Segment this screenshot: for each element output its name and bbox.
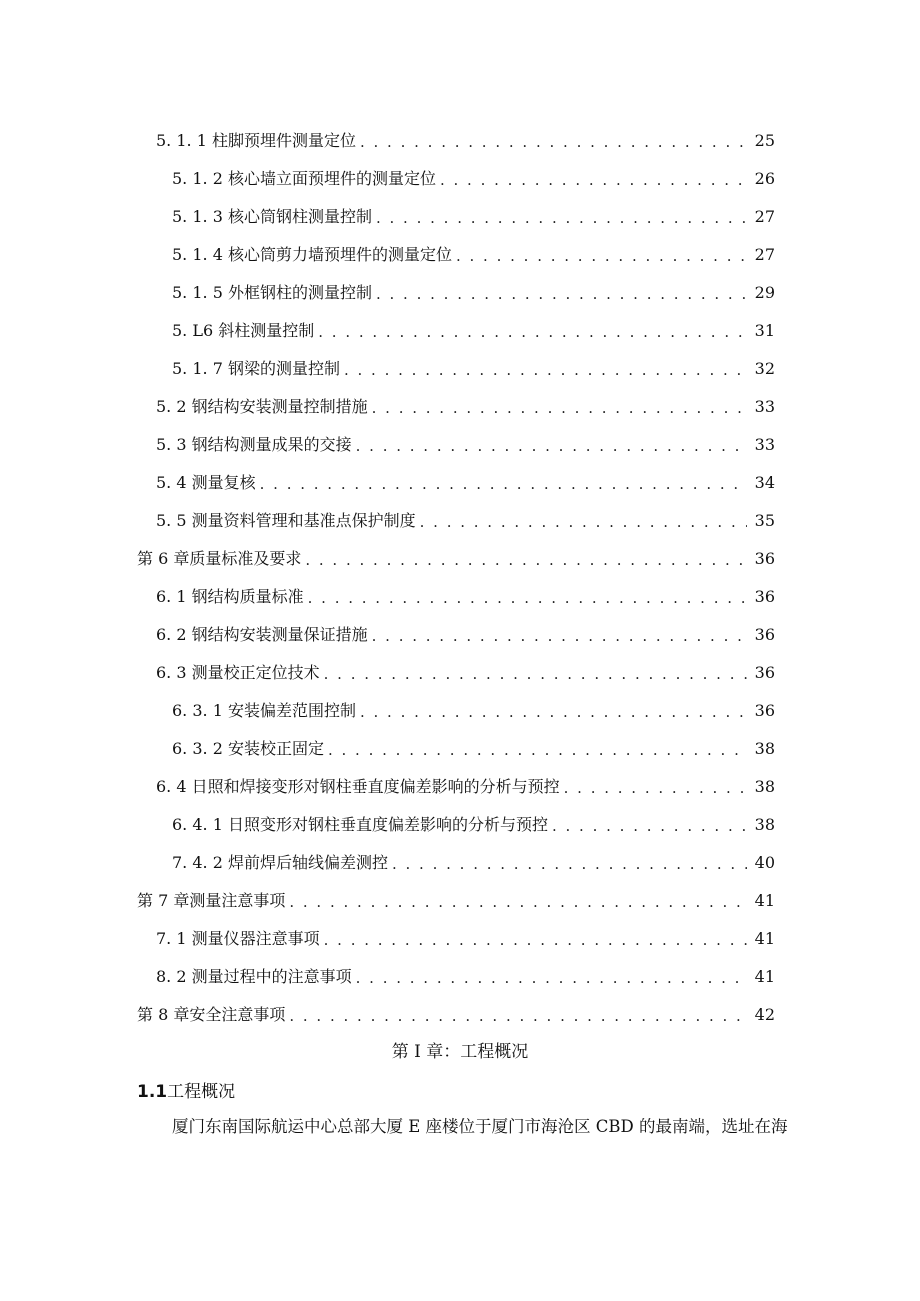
toc-entry-label: 6. 2 钢结构安装测量保证措施 [156,625,368,644]
toc-leader-dots [420,511,747,531]
toc-leader-dots [289,891,747,911]
toc-entry-label: 6. 4. 1 日照变形对钢柱垂直度偏差影响的分析与预控 [172,815,548,834]
toc-leader-dots [305,549,747,569]
toc-page-number: 34 [754,473,775,492]
toc-entry-label: 5. 1. 1 柱脚预埋件测量定位 [156,131,356,150]
toc-entry-label: 5. 1. 7 钢梁的测量控制 [172,359,340,378]
toc-leader-dots [308,587,747,607]
toc-page-number: 40 [754,853,775,872]
toc-entry-label: 5. L6 斜柱测量控制 [172,321,315,340]
toc-leader-dots [356,435,747,455]
toc-page-number: 38 [754,777,775,796]
toc-entry[interactable] [0,844,920,882]
toc-page-number: 36 [754,549,775,568]
toc-leader-dots [564,777,747,797]
toc-leader-dots [376,283,747,303]
toc-leader-dots [328,739,747,759]
toc-entry[interactable] [0,768,920,806]
body-paragraph: 厦门东南国际航运中心总部大厦 E 座楼位于厦门市海沧区 CBD 的最南端，选址在海 [172,1117,788,1136]
toc-leader-dots [552,815,747,835]
toc-entry-label: 6. 3. 1 安装偏差范围控制 [172,701,356,720]
toc-entry-label: 5. 5 测量资料管理和基准点保护制度 [156,511,416,530]
toc-page-number: 41 [754,929,775,948]
toc-entry[interactable] [0,578,920,616]
toc-leader-dots [456,245,747,265]
toc-entry-label: 5. 1. 5 外框钢柱的测量控制 [172,283,372,302]
toc-entry-label: 5. 4 测量复核 [156,473,256,492]
toc-entry[interactable] [0,882,920,920]
toc-leader-dots [360,131,747,151]
toc-leader-dots [440,169,747,189]
toc-entry-label: 6. 3 测量校正定位技术 [156,663,320,682]
toc-page-number: 31 [754,321,775,340]
toc-entry-label: 8. 2 测量过程中的注意事项 [156,967,352,986]
toc-page-number: 33 [754,435,775,454]
toc-entry-label: 6. 1 钢结构质量标准 [156,587,304,606]
toc-entry-label: 5. 1. 3 核心筒钢柱测量控制 [172,207,372,226]
section-title: 工程概况 [167,1082,236,1102]
toc-leader-dots [260,473,747,493]
toc-entry[interactable] [0,540,920,578]
toc-page-number: 41 [754,891,775,910]
chapter-heading: 第 I 章：工程概况 [391,1042,529,1062]
toc-leader-dots [356,967,747,987]
toc-entry-label: 6. 4 日照和焊接变形对钢柱垂直度偏差影响的分析与预控 [156,777,560,796]
toc-leader-dots [372,625,747,645]
toc-leader-dots [324,929,747,949]
toc-entry[interactable] [0,160,920,198]
toc-entry[interactable] [0,616,920,654]
toc-page-number: 27 [754,245,775,264]
toc-page-number: 42 [754,1005,775,1024]
toc-entry[interactable] [0,236,920,274]
toc-entry[interactable] [0,464,920,502]
toc-leader-dots [289,1005,747,1025]
toc-entry[interactable] [0,996,920,1034]
table-of-contents [0,122,920,1034]
toc-page-number: 27 [754,207,775,226]
toc-page-number: 35 [754,511,775,530]
toc-leader-dots [318,321,747,341]
toc-entry[interactable] [0,312,920,350]
toc-entry[interactable] [0,350,920,388]
toc-page-number: 32 [754,359,775,378]
toc-entry[interactable] [0,198,920,236]
toc-page-number: 29 [754,283,775,302]
toc-entry[interactable] [0,502,920,540]
toc-entry[interactable] [0,958,920,996]
toc-page-number: 36 [754,587,775,606]
toc-leader-dots [376,207,747,227]
toc-page-number: 36 [754,663,775,682]
toc-entry-label: 第 6 章质量标准及要求 [137,549,302,568]
toc-page-number: 41 [754,967,775,986]
toc-entry-label: 第 8 章安全注意事项 [137,1005,286,1024]
toc-entry-label: 5. 2 钢结构安装测量控制措施 [156,397,368,416]
toc-entry[interactable] [0,274,920,312]
toc-entry[interactable] [0,692,920,730]
toc-entry[interactable] [0,730,920,768]
toc-entry-label: 5. 1. 2 核心墙立面预埋件的测量定位 [172,169,436,188]
toc-entry[interactable] [0,806,920,844]
toc-page-number: 38 [754,815,775,834]
toc-entry-label: 7. 4. 2 焊前焊后轴线偏差测控 [172,853,388,872]
toc-page-number: 36 [754,701,775,720]
section-number: 1.1 [137,1082,168,1102]
toc-entry[interactable] [0,426,920,464]
toc-entry-label: 第 7 章测量注意事项 [137,891,286,910]
toc-page-number: 26 [754,169,775,188]
toc-leader-dots [360,701,747,721]
toc-entry-label: 7. 1 测量仪器注意事项 [156,929,320,948]
toc-entry[interactable] [0,388,920,426]
toc-entry[interactable] [0,122,920,160]
toc-entry[interactable] [0,920,920,958]
toc-leader-dots [372,397,747,417]
toc-entry[interactable] [0,654,920,692]
toc-leader-dots [392,853,747,873]
section-heading [137,1080,235,1104]
toc-page-number: 38 [754,739,775,758]
toc-entry-label: 5. 3 钢结构测量成果的交接 [156,435,352,454]
toc-page-number: 33 [754,397,775,416]
toc-page-number: 25 [754,131,775,150]
toc-page-number: 36 [754,625,775,644]
toc-leader-dots [324,663,747,683]
toc-entry-label: 6. 3. 2 安装校正固定 [172,739,324,758]
toc-leader-dots [344,359,747,379]
toc-entry-label: 5. 1. 4 核心筒剪力墙预埋件的测量定位 [172,245,452,264]
